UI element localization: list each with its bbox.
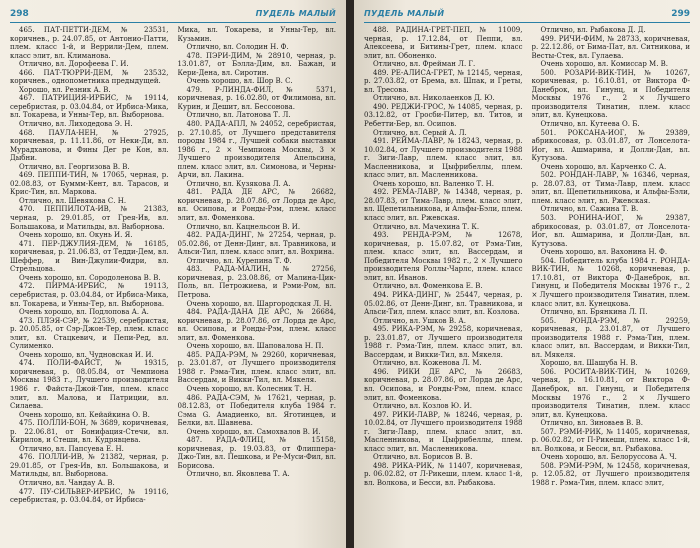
dog-entry: 480. РАДА-АПЛ, № 24052, серебристая, р. 27.10.85, от Лучшего представителя породы 1984 г., Лучшей собаки выставки 1986 г., 2 × Чемпиона Москвы, 3 × Лучшего производителя Апельсина, плем. класс элит, вл. Симонова, и Черны-Арчи, вл. Лакина.: [177, 120, 336, 180]
exam-result: Отлично, вл. Фоменкова Е. В.: [373, 282, 483, 291]
exam-result: Хорошо, вл. Шашуба Н. В.: [540, 359, 638, 368]
exam-result: Отлично, вл. Чандау А. В.: [19, 478, 115, 487]
left-page-columns: [10, 26, 336, 542]
exam-result: Отлично, вл. Шевякова С. Н.: [19, 196, 127, 205]
exam-result: Отлично, вл. Зиновьев В. В.: [540, 419, 643, 428]
exam-result: Отлично, вл. Кузякова Л. А.: [186, 179, 291, 188]
exam-result: Отлично, вл. Фрейман Л. Г.: [373, 60, 476, 69]
exam-result: Очень хорошо, вл. Шаргородская Л. Н.: [186, 299, 332, 308]
dog-entry: 507. РЭМИ-РИК, № 11405, коричневая, р. 06.02.82, от П-Рикеши, плем. класс 1-й, вл. Волкова, и Бесси, вл. Рыбакова.: [531, 427, 690, 453]
left-page-header: [10, 8, 336, 23]
dog-entry: 485. РАДА-РЭМ, № 29260, коричневая, р. 23.01.87, от Лучшего производителя 1988 г. Рэма-Тин, плем. класс элит, вл. Вассердам, и Викки-Тил, вл. Мякеля.: [177, 350, 336, 385]
exam-result: Очень хорошо, вл. Подлопова А. А.: [19, 308, 149, 317]
dog-entry: 508. РЭМИ-РЭМ, № 12458, коричневая, р. 12.05.82, от Лучшего производителя 1988 г. Рэма-Тин, плем. класс элит,: [531, 461, 690, 487]
dog-entry: 471. ПЕР-ДЖУЛИЯ-ДЕМ, № 16185, коричневая, р. 21.06.83, от Тедди-Дем, вл. Шеффер, и Вин-Джулии-Фидри, вл. Стрельцова.: [10, 239, 169, 274]
dog-entry: 478. ПЭРИ-ДИМ, № 28910, черная, р. 13.01.87, от Бэлла-Дим, вл. Бажан, и Кери-Дена, вл. Сиротин.: [177, 51, 336, 77]
dog-entry: 493. РЕНДА-РЭМ, № 12678, коричневая, р. 15.07.82, от Рэма-Тин, плем. класс элит, вл. Вассердам, и Победителя Москвы 1982 г., 2 × Лучшего производителя Роллы-Чарлс, плем. класс элит, вл. Иванов.: [364, 231, 523, 282]
dog-entry: 474. ПОЛИ-ФАЙСТ, № 19315, коричневая, р. 08.05.84, от Чемпиона Москвы 1983 г., Лучшего производителя 1986 г. Файста-Джой-Тин, плем. класс элит, вл. Малова, и Патриции, вл. Силаева.: [10, 359, 169, 411]
dog-entry: 486. РАДА-СЭМ, № 17621, черная, р. 08.12.83, от Победителя клуба 1984 г. Сэма G. Амадиенко, вл. Яготинцев, и Белки, вл. Шавнева.: [177, 393, 336, 428]
dog-entry: 477. ПУ-СИЛЬВЕР-ИРБИС, № 19116, серебристая, р. 03.04.84, от Ирбиса-: [10, 487, 169, 505]
right-page-header: [364, 8, 690, 23]
exam-result: Отлично, вл. Сажина Т. В.: [540, 205, 639, 214]
exam-result: Отлично, вл. Яковлева Т. А.: [186, 470, 290, 479]
exam-result: Очень хорошо, вл. Белоруссова А. Ч.: [540, 453, 677, 462]
exam-result: Отлично, вл. Кацнельсон В. И.: [186, 222, 301, 231]
right-column-2: [532, 26, 691, 542]
exam-result: Отлично, вл. Кутеева О. Б.: [540, 120, 640, 129]
dog-entry: 469. ПЕППИ-ТИН, № 17065, черная, р. 02.08.83, от Буммм-Кент, вл. Тарасов, и Крис-Тин, вл. Маркова.: [10, 171, 169, 197]
left-page-number: 298: [10, 9, 29, 19]
left-column-1: [10, 26, 169, 542]
dog-entry: 467. ПАТРИЦИЯ-ИРБИС, № 19114, серебристая, р. 03.04.84, от Ирбиса-Мика, вл. Токарева, и Унны-Тер, вл. Выборнова.: [10, 94, 169, 120]
dog-entry: 491. РЕЙМА-ЛАВР, № 18243, черная, р. 10.02.84, от Лучшего производителя 1988 г. Зиги-Лавр, плем. класс элит, вл. Масленникова, и Цыфрибеллы, плем. класс элит, вл. Масленникова.: [364, 137, 523, 180]
exam-result: Отлично, вл. Георгизова В. В.: [19, 162, 130, 171]
dog-entry: 470. ПЕППИЛОТА-ИВ, № 21383, черная, р. 29.01.85, от Грея-Ив, вл. Большакова, и Матильды, вл. Выборнова.: [10, 205, 169, 231]
exam-result: Отлично, вл. Мачехина Т. К.: [373, 222, 480, 231]
right-running-title: ПУДЕЛЬ МАЛЫЙ: [364, 9, 445, 18]
dog-entry: 492. РЕМА-ЛАВР, № 14348, черная, р. 28.07.83, от Тима-Лавр, плем. класс элит, вл. Щепетильникова, и Альфы-Бэли, плем. класс элит, вл. Ржевская.: [364, 188, 523, 223]
exam-result: Очень хорошо, вл. Чудновская И. И.: [19, 350, 154, 359]
dog-entry: 466. ПАТ-ТЮРРИ-ДЕМ, № 23532, коричнев., однопометника предыдущей.: [10, 68, 169, 86]
right-page: [354, 0, 700, 548]
dog-entry: 473. ПЛЭЯ-СЭР, № 22539, серебристая, р. 20.05.85, от Сэр-Джон-Тер, плем. класс элит, вл. Стацкевич, и Пепи-Ред, вл. Сулименко.: [10, 316, 169, 351]
exam-result: Отлично, вл. Папсуева Е. Н.: [19, 444, 124, 453]
exam-result: Очень хорошо, вл. Сородоленова В. В.: [19, 273, 161, 282]
exam-result: Очень хорошо, вл. Вахонина Н. Ф.: [540, 248, 668, 257]
dog-entry: 487. РАДА-ФЛИЦ, № 15158, коричневая, р. 19.03.83, от Флиппера-Джо-Тин, вл. Пешкова, и Ре-Муси-Фил, вл. Борисова.: [177, 436, 336, 470]
book-gutter: [346, 0, 354, 548]
dog-entry: 503. РОНИНА-ИОГ, № 29387, абрикосовая, р. 03.01.87, от Лонселота-Иог, вл. Ашмарина, и Долли-Дан, вл. Кутузова.: [531, 214, 690, 248]
dog-entry: 494. РИКА-ДИНГ, № 25447, черная, р. 05.02.86, от Денн-Динг, вл. Травникова, и Альси-Тил, плем. класс элит, вл. Козлова.: [364, 290, 523, 317]
dog-entry: 496. РИКИ ДЕ АРС, № 26683, коричневая, р. 28.07.86, от Лорда де Арс, вл. Осипова, и Ронды-Рэм, плем. класс элит, вл. Фоменкова.: [364, 367, 523, 402]
left-running-title: ПУДЕЛЬ МАЛЫЙ: [255, 9, 336, 18]
dog-entry: 505. РОНДА-РЭМ, № 29259, коричневая, р. 23.01.87, от Лучшего производителя 1988 г. Рэма-Тин, плем. класс элит, вл. Вассердам, и Викки-Тил, вл. Мякеля.: [531, 316, 690, 359]
exam-result: Отлично, вл. Серый А. Л.: [373, 128, 467, 137]
exam-result: Отлично, вл. Курепина Т. Ф.: [186, 256, 292, 265]
exam-result: Отлично, вл. Коженова Л. М.: [373, 359, 482, 368]
exam-result: Очень хорошо, вл. Шор В. С.: [186, 77, 293, 86]
dog-entry: 475. ПОЛЛИ-БОН, № 3689, коричневая, р. 22.06.81, от Бонифация-Стечи, вл. Кирилов, и Стеши, вл. Кудрявцева.: [10, 419, 169, 445]
exam-result: Отлично, вл. Рыбакова Д. Д.: [540, 26, 646, 34]
right-column-1: [364, 26, 523, 542]
exam-result: Хорошо, вл. Резник А. В.: [19, 85, 111, 94]
dog-entry: 476. ПОЛЛИ-ИВ, № 21382, черная, р. 29.01.85, от Грея-Ив, вл. Большакова, и Матильды, вл. Выборнова.: [10, 453, 169, 479]
exam-result: Очень хорошо, вл. Карченко С. А.: [540, 162, 667, 171]
dog-entry: 495. РИКА-РЭМ, № 29258, коричневая, р. 23.01.87, от Лучшего производителя 1988 г. Рэма-Тин, плем. класс элит, вл. Вассердам, и Викки-Тил, вл. Мякеля.: [364, 325, 523, 359]
exam-result: Очень хорошо, вл. Самохвалов В. И.: [186, 427, 321, 436]
dog-entry: 479. Р-ЛИНДА-ФИЛ, № 5371, коричневая, р. 16.02.80, от Филимона, вл. Курин, и Дешит, вл. Бессонова.: [177, 85, 336, 111]
exam-result: Отлично, вл. Брянкина Л. П.: [540, 308, 648, 317]
dog-entry: 484. РАДА-ДАНА ДЕ АРС, № 26684, коричневая, р. 28.07.86, от Лорда де Арс, вл. Осипова, и Ронды-Рэм, плем. класс элит, вл. Фоменкова.: [177, 308, 336, 342]
entry-continuation: Мика, вл. Токарева, и Унны-Тер, вл. Кузьмин.: [177, 26, 336, 43]
dog-entry: 465. ПАТ-ПЕТТИ-ДЕМ, № 23531, коричнев., р. 24.07.85, от Антонио-Патти, плем. класс 1-й, и Веррили-Дем, плем. класс элит, вл. Климанова.: [10, 26, 169, 60]
exam-result: Очень хорошо, вл. Кейайкина О. В.: [19, 410, 150, 419]
right-page-columns: [364, 26, 690, 542]
dog-entry: 501. РОКСАНА-ИОГ, № 29389, абрикосовая, р. 03.01.87, от Лонселота-Иог, вл. Ашмарина, и Долли-Дан, вл. Кутузова.: [531, 128, 690, 163]
dog-entry: 506. РОСИТА-ВИК-ТИН, № 10269, черная, р. 16.10.81, от Виктора Ф-Данеброк, вл. Гинунц, и Победителя Москвы 1976 г., 2 × Лучшего производителя Тинатин, плем. класс элит, вл. Кунецкова.: [531, 367, 690, 419]
dog-entry: 490. РЕДЖИ-ГРОС, № 14085, черная, р. 03.12.82, от Гросби-Питер, вл. Титов, и Ребетти-Бер, вл. Осипов.: [364, 102, 523, 129]
exam-result: Отлично, вл. Козлов Ю. И.: [373, 402, 472, 411]
left-column-2: [178, 26, 337, 542]
dog-entry: 504. Победитель клуба 1984 г. РОНДА-ВИК-ТИН, № 10268, коричневая, р. 17.10.81, от Виктора Ф-Данеброк, вл. Гинунц, и Победителя Москвы 1976 г., 2 × Лучшего производителя Тинатин, плем. класс элит, вл. Кунецкова.: [531, 256, 690, 308]
dog-entry: 488. РАДИНА-ГРЕТ-ПЕП, № 11009, черная, р. 17.12.84, от Пеппи, вл. Алексеева, и Битины-Грет, плем. класс элит, вл. Обоненко.: [364, 26, 523, 60]
dog-entry: 502. РОНДАН-ЛАВР, № 16346, черная, р. 28.07.83, от Тима-Лавр, плем. класс элит, вл. Щепетильникова, и Альфы-Бэли, плем. класс элит, вл. Ржевская.: [531, 171, 690, 205]
exam-result: Очень хорошо, вл. Валенко Т. Н.: [373, 179, 494, 188]
dog-entry: 499. РИЧИ-ФИМ, № 28733, коричневая, р. 22.12.86, от Бима-Пат, вл. Ситникова, и Весты-Стек, вл. Гулаева.: [531, 34, 690, 60]
right-page-number: 299: [671, 9, 690, 19]
dog-entry: 468. ПАУЛА-НЕН, № 27925, коричневая, р. 11.11.86, от Неки-Ди, вл. Мурадханова, и Фины Дег ре Кон, вл. Дыбни.: [10, 128, 169, 163]
exam-result: Отлично, вл. Николаенков Д. Ю.: [373, 94, 495, 103]
dog-entry: 483. РАДА-МАЛИН, № 27256, коричневая, р. 23.08.86, от Малина-Цик-Поль, вл. Петрожиева, и Рэми-Ром, вл. Петрова.: [177, 265, 336, 299]
exam-result: Очень хорошо, вл. Шаповалова Н. П.: [186, 342, 324, 351]
exam-result: Отлично, вл. Лиходедова Э. Н.: [19, 120, 133, 129]
dog-entry: 472. ПИРМА-ИРБИС, № 19113, серебристая, р. 03.04.84, от Ирбиса-Мика, вл. Токарева, и Унны-Тер, вл. Выборнова.: [10, 282, 169, 308]
dog-entry: 498. РИКА-РИК, № 11407, коричневая, р. 06.02.82, от Л-Рикеши, плем. класс 1-й, вл. Волкова, и Бесси, вл. Рыбакова.: [364, 461, 523, 487]
exam-result: Отлично, вл. Борисов В. В.: [373, 453, 473, 462]
dog-entry: 482. РАДА-ДИНГ, № 27254, черная, р. 05.02.86, от Денн-Динг, вл. Травникова, и Альси-Тил, плем. класс элит, вл. Вохрина.: [177, 231, 336, 257]
exam-result: Отлично, вл. Дорофеева Г. И.: [19, 60, 129, 69]
exam-result: Очень хорошо, вл. Комиссар М. В.: [540, 60, 669, 69]
dog-entry: 481. РАДА ДЕ АРС, № 26682, коричневая, р. 28.07.86, от Лорда де Арс, вл. Осипова, и Ронды-Рэм, плем. класс элит, вл. Фоменкова.: [177, 188, 336, 223]
exam-result: Отлично, вл. Латонова Т. Л.: [186, 111, 291, 120]
left-page: [0, 0, 346, 548]
dog-entry: 497. РИКИ-ЛАВР, № 18246, черная, р. 10.02.84, от Лучшего производителя 1988 г. Зиги-Лавр, плем. класс элит, вл. Масленникова, и Цыфрибеллы, плем. класс элит, вл. Масленникова.: [364, 410, 523, 453]
dog-entry: 500. РОЗАРИ-ВИК-ТИН, № 10267, коричневая, р. 16.10.81, от Виктора Ф-Данеброк, вл. Гинунц, и Победителя Москвы 1976 г., 2 × Лучшего производителя Тинатин, плем. класс элит, вл. Кунецкова.: [531, 68, 690, 120]
exam-result: Очень хорошо, вл. Окунь И. Я.: [19, 231, 133, 240]
exam-result: Отлично, вл. Ушков В. А.: [373, 316, 466, 325]
dog-entry: 489. РЕ-АЛИСА-ГРЕТ, № 12145, черная, р. 27.03.82, от Брема, вл. Шпак, и Греты, вл. Тресова.: [364, 68, 523, 94]
exam-result: Очень хорошо, вл. Колесник Т. Н.: [186, 384, 313, 393]
exam-result: Отлично, вл. Солодин Н. Ф.: [186, 43, 289, 52]
